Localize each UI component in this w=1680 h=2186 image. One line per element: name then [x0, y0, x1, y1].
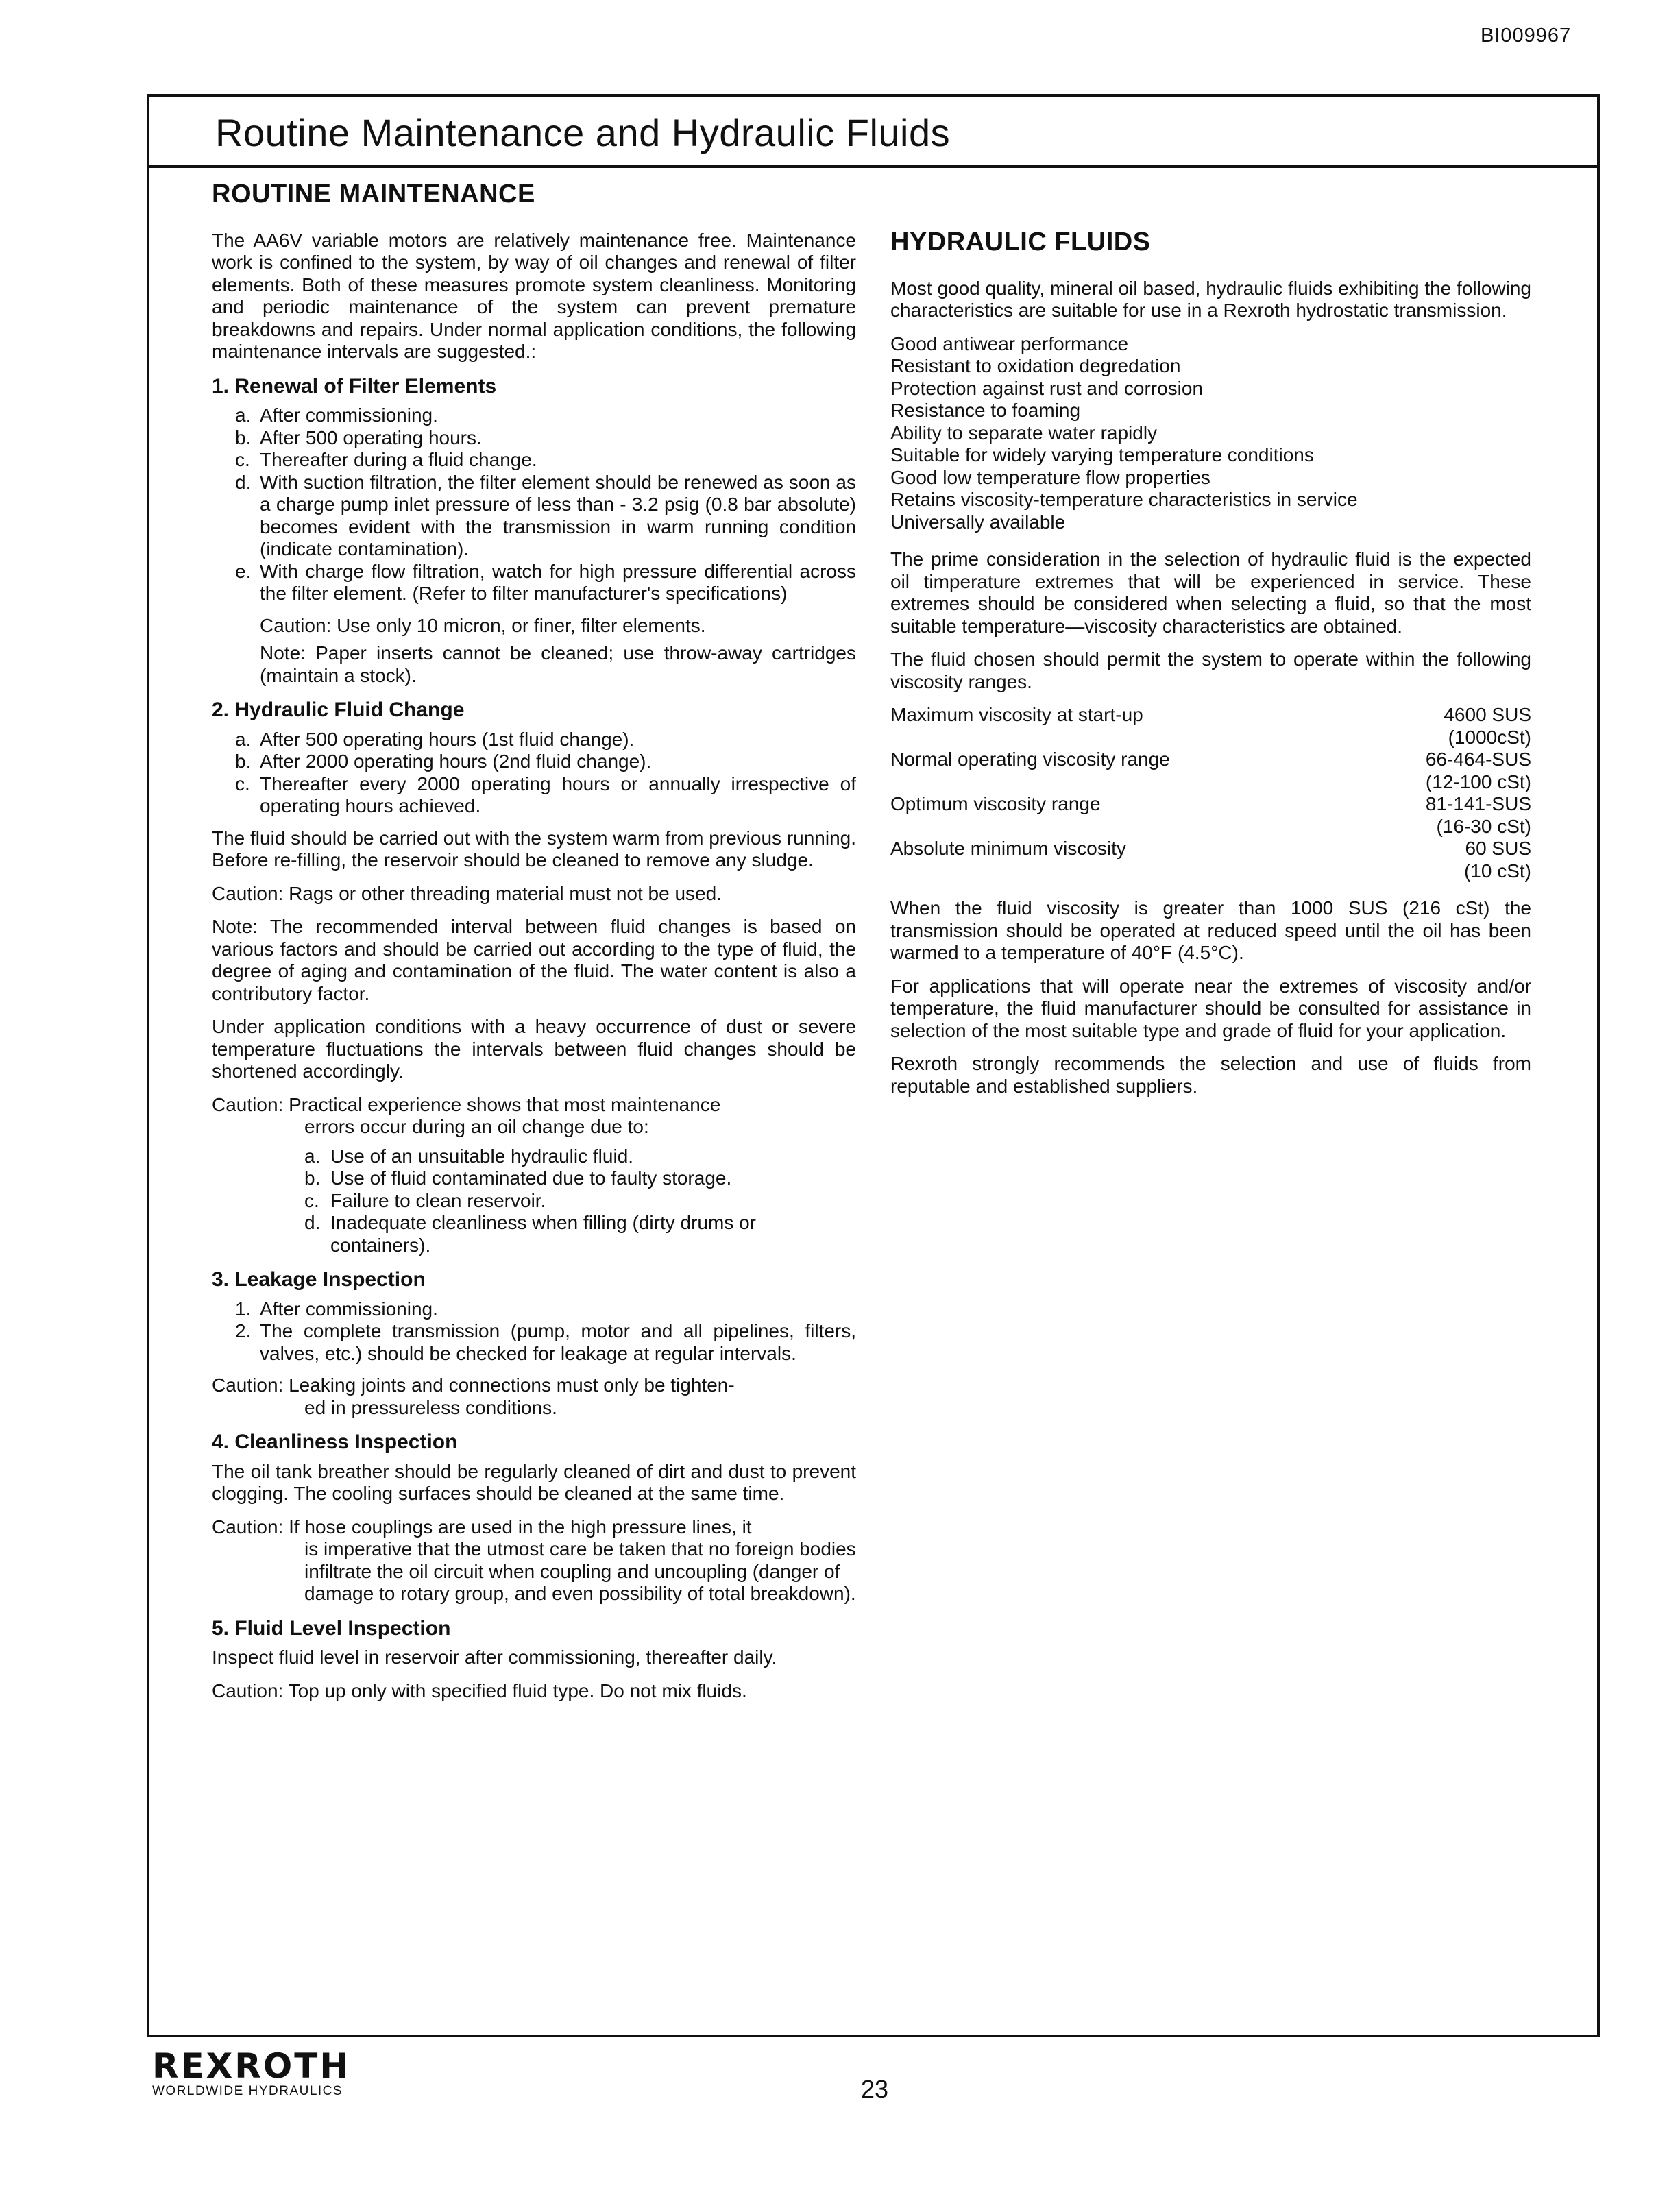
rags-caution: Caution: Rags or other threading material must not be used.: [212, 882, 722, 904]
page-title: Routine Maintenance and Hydraulic Fluids: [215, 111, 951, 154]
viscosity-intro: The fluid chosen should permit the system to operate within the following viscosity ranges.: [890, 648, 1531, 692]
viscosity-label: Absolute minimum viscosity: [890, 838, 1126, 859]
title-bar: [149, 97, 1597, 168]
oil-change-caution: Caution: Practical experience shows that most maintenance errors occur during an oil change due to:: [212, 1093, 721, 1137]
viscosity-label: Optimum viscosity range: [890, 793, 1101, 814]
fluids-intro: Most good quality, mineral oil based, hydraulic fluids exhibiting the following characteristics are suitable for use in a Rexroth hydrostatic transmission.: [890, 277, 1531, 321]
warm-up-paragraph: When the fluid viscosity is greater than 1000 SUS (216 cSt) the transmission should be operated at reduced speed until the oil has been warmed to a temperature of 40°F (4.5°C).: [890, 897, 1531, 963]
list-item: a. After 500 operating hours (1st fluid change).: [235, 728, 635, 750]
list-item: b. Use of fluid contaminated due to faulty storage.: [304, 1167, 732, 1189]
fluid-change-list: [212, 729, 856, 818]
viscosity-value: 66-464-SUS (12-100 cSt): [1425, 749, 1531, 792]
maintenance-intro: The AA6V variable motors are relatively maintenance free. Maintenance work is confined to the system, by way of oil changes and renewal of filter elements. Both of these measures promote system cleanliness. Monitoring and periodic maintenance of the system can prevent premature breakdowns and repairs. Under normal application conditions, the following maintenance intervals are suggested.:: [212, 229, 856, 362]
viscosity-table: [890, 704, 1531, 882]
list-item: Resistance to foaming: [890, 400, 1081, 421]
table-row: [890, 704, 1531, 749]
section-filter-renewal-title: 1. Renewal of Filter Elements: [212, 374, 497, 398]
list-item: Ability to separate water rapidly: [890, 422, 1158, 444]
viscosity-value: 4600 SUS (1000cSt): [1444, 704, 1531, 748]
viscosity-label: Normal operating viscosity range: [890, 749, 1170, 770]
brand-logo: [152, 2046, 351, 2099]
fluid-properties-list: [890, 333, 1531, 534]
hydraulic-fluids-heading: HYDRAULIC FLUIDS: [890, 228, 1151, 256]
list-item: Resistant to oxidation degredation: [890, 355, 1181, 376]
supplier-paragraph: Rexroth strongly recommends the selection and use of fluids from reputable and established suppliers.: [890, 1053, 1531, 1097]
document-id: BI009967: [1481, 25, 1572, 47]
list-item: c. Failure to clean reservoir.: [304, 1189, 546, 1211]
filter-renewal-list: [212, 404, 856, 605]
right-column: [890, 228, 1531, 1108]
table-row: [890, 838, 1531, 882]
fluid-level-paragraph: Inspect fluid level in reservoir after commissioning, thereafter daily.: [212, 1647, 777, 1668]
list-item: b. After 500 operating hours.: [235, 426, 482, 448]
hose-coupling-caution: Caution: If hose couplings are used in the high pressure lines, it is imperative that the utmost care be taken that no foreign bodies infiltrate the oil circuit when coupling and uncoupling (danger of damage to rotary group, and even possibility of total breakdown).: [212, 1516, 856, 1604]
list-item: d. Inadequate cleanliness when filling (dirty drums or containers).: [304, 1212, 756, 1256]
section-fluid-level-title: 5. Fluid Level Inspection: [212, 1616, 451, 1640]
routine-maintenance-heading: ROUTINE MAINTENANCE: [212, 180, 535, 208]
list-item: Good antiwear performance: [890, 332, 1129, 354]
section-fluid-change-title: 2. Hydraulic Fluid Change: [212, 699, 465, 721]
list-item: b. After 2000 operating hours (2nd fluid change).: [235, 751, 652, 772]
viscosity-value: 60 SUS (10 cSt): [1463, 838, 1531, 882]
list-item: Universally available: [890, 511, 1066, 533]
brand-tagline: WORLDWIDE HYDRAULICS: [152, 2084, 343, 2098]
fluid-change-paragraph: The fluid should be carried out with the system warm from previous running. Before re-filling, the reservoir should be cleaned to remove any sludge.: [212, 827, 856, 871]
section-leakage-title: 3. Leakage Inspection: [212, 1268, 426, 1291]
list-item: 2. The complete transmission (pump, motor and all pipelines, filters, valves, etc.) should be checked for leakage at regular intervals.: [235, 1320, 856, 1364]
leakage-caution: Caution: Leaking joints and connections must only be tighten- ed in pressureless conditions.: [212, 1374, 735, 1418]
list-item: a. After commissioning.: [235, 404, 438, 426]
list-item: c. Thereafter during a fluid change.: [235, 449, 537, 470]
left-column: [212, 180, 856, 1713]
cleanliness-paragraph: The oil tank breather should be regularly cleaned of dirt and dust to prevent clogging. The cooling surfaces should be cleaned at the same time.: [212, 1460, 856, 1504]
page-number: 23: [861, 2075, 889, 2103]
viscosity-label: Maximum viscosity at start-up: [890, 704, 1143, 725]
list-item: e. With charge flow filtration, watch for high pressure differential across the filter element. (Refer to filter manufacturer's specifications): [235, 560, 856, 604]
viscosity-value: 81-141-SUS (16-30 cSt): [1425, 793, 1531, 837]
oil-change-error-list: [212, 1145, 856, 1257]
leakage-list: [212, 1298, 856, 1365]
fluid-level-caution: Caution: Top up only with specified fluid type. Do not mix fluids.: [212, 1679, 747, 1701]
list-item: Protection against rust and corrosion: [890, 377, 1204, 399]
table-row: [890, 793, 1531, 838]
brand-name: REXROTH: [152, 2046, 351, 2086]
list-item: d. With suction filtration, the filter element should be renewed as soon as a charge pump inlet pressure of less than - 3.2 psig (0.8 bar absolute) becomes evident with the transmission in warm running condition (indicate contamination).: [235, 471, 856, 559]
list-item: c. Thereafter every 2000 operating hours or annually irrespective of operating hours achieved.: [235, 773, 856, 816]
list-item: Suitable for widely varying temperature conditions: [890, 444, 1314, 465]
section-cleanliness-title: 4. Cleanliness Inspection: [212, 1431, 458, 1453]
table-row: [890, 749, 1531, 793]
filter-note: Note: Paper inserts cannot be cleaned; use throw-away cartridges (maintain a stock).: [260, 642, 856, 686]
filter-caution: Caution: Use only 10 micron, or finer, filter elements.: [260, 614, 706, 636]
list-item: 1. After commissioning.: [235, 1298, 438, 1320]
list-item: Retains viscosity-temperature characteristics in service: [890, 489, 1358, 510]
interval-note: Note: The recommended interval between fluid changes is based on various factors and should be carried out according to the type of fluid, the degree of aging and contamination of the fluid. The water content is also a contributory factor.: [212, 916, 856, 1004]
selection-paragraph: The prime consideration in the selection of hydraulic fluid is the expected oil timperature extremes that will be experienced in service. These extremes should be considered when selecting a fluid, so that the most suitable temperature—viscosity characteristics are obtained.: [890, 548, 1531, 637]
extremes-paragraph: For applications that will operate near the extremes of viscosity and/or temperature, the fluid manufacturer should be consulted for assistance in selection of the most suitable type and grade of fluid for your application.: [890, 975, 1531, 1041]
list-item: Good low temperature flow properties: [890, 466, 1210, 488]
dust-conditions-paragraph: Under application conditions with a heavy occurrence of dust or severe temperature fluctuations the intervals between fluid changes should be shortened accordingly.: [212, 1016, 856, 1082]
list-item: a. Use of an unsuitable hydraulic fluid.: [304, 1145, 634, 1167]
